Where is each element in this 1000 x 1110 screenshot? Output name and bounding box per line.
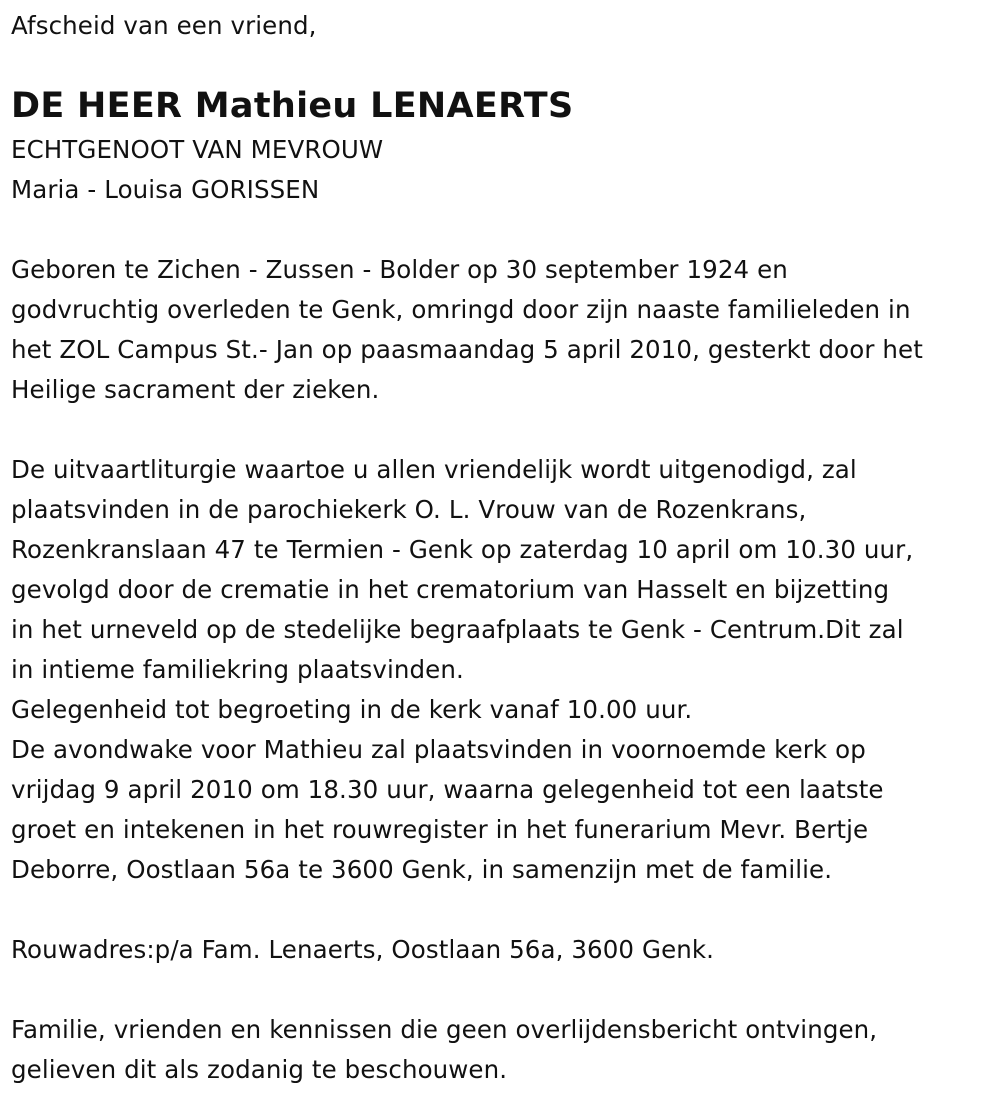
closing-paragraph bbox=[11, 1010, 996, 1090]
paragraph-line: Gelegenheid tot begroeting in de kerk vanaf 10.00 uur. bbox=[11, 695, 693, 724]
paragraph-line: gevolgd door de crematie in het crematorium van Hasselt en bijzetting bbox=[11, 575, 890, 604]
paragraph-line: het ZOL Campus St.- Jan op paasmaandag 5 april 2010, gesterkt door het bbox=[11, 335, 923, 364]
mourning-address: Rouwadres:p/a Fam. Lenaerts, Oostlaan 56a, 3600 Genk. bbox=[11, 935, 715, 964]
obituary-notice bbox=[11, 0, 996, 1090]
paragraph-gap bbox=[11, 970, 996, 1010]
funeral-paragraph bbox=[11, 450, 996, 890]
deceased-name: DE HEER Mathieu LENAERTS bbox=[11, 86, 574, 126]
birth-death-paragraph bbox=[11, 250, 996, 410]
paragraph-line: plaatsvinden in de parochiekerk O. L. Vrouw van de Rozenkrans, bbox=[11, 495, 807, 524]
spouse-section bbox=[11, 130, 996, 210]
spouse-line: ECHTGENOOT VAN MEVROUW bbox=[11, 135, 384, 164]
paragraph-line: groet en intekenen in het rouwregister in het funerarium Mevr. Bertje bbox=[11, 815, 869, 844]
paragraph-line: Geboren te Zichen - Zussen - Bolder op 30 september 1924 en bbox=[11, 255, 788, 284]
paragraph-line: Heilige sacrament der zieken. bbox=[11, 375, 380, 404]
paragraph-line: gelieven dit als zodanig te beschouwen. bbox=[11, 1055, 508, 1084]
intro-line: Afscheid van een vriend, bbox=[11, 11, 317, 40]
spouse-line: Maria - Louisa GORISSEN bbox=[11, 175, 320, 204]
paragraph-line: Rozenkranslaan 47 te Termien - Genk op zaterdag 10 april om 10.30 uur, bbox=[11, 535, 914, 564]
paragraph-line: Deborre, Oostlaan 56a te 3600 Genk, in samenzijn met de familie. bbox=[11, 855, 833, 884]
paragraph-gap bbox=[11, 890, 996, 930]
paragraph-line: De uitvaartliturgie waartoe u allen vriendelijk wordt uitgenodigd, zal bbox=[11, 455, 857, 484]
paragraph-gap bbox=[11, 410, 996, 450]
paragraph-gap bbox=[11, 210, 996, 250]
paragraph-line: vrijdag 9 april 2010 om 18.30 uur, waarna gelegenheid tot een laatste bbox=[11, 775, 884, 804]
paragraph-line: De avondwake voor Mathieu zal plaatsvinden in voornoemde kerk op bbox=[11, 735, 866, 764]
paragraph-line: godvruchtig overleden te Genk, omringd door zijn naaste familieleden in bbox=[11, 295, 911, 324]
paragraph-line: in het urneveld op de stedelijke begraafplaats te Genk - Centrum.Dit zal bbox=[11, 615, 904, 644]
paragraph-line: in intieme familiekring plaatsvinden. bbox=[11, 655, 464, 684]
paragraph-line: Familie, vrienden en kennissen die geen overlijdensbericht ontvingen, bbox=[11, 1015, 878, 1044]
